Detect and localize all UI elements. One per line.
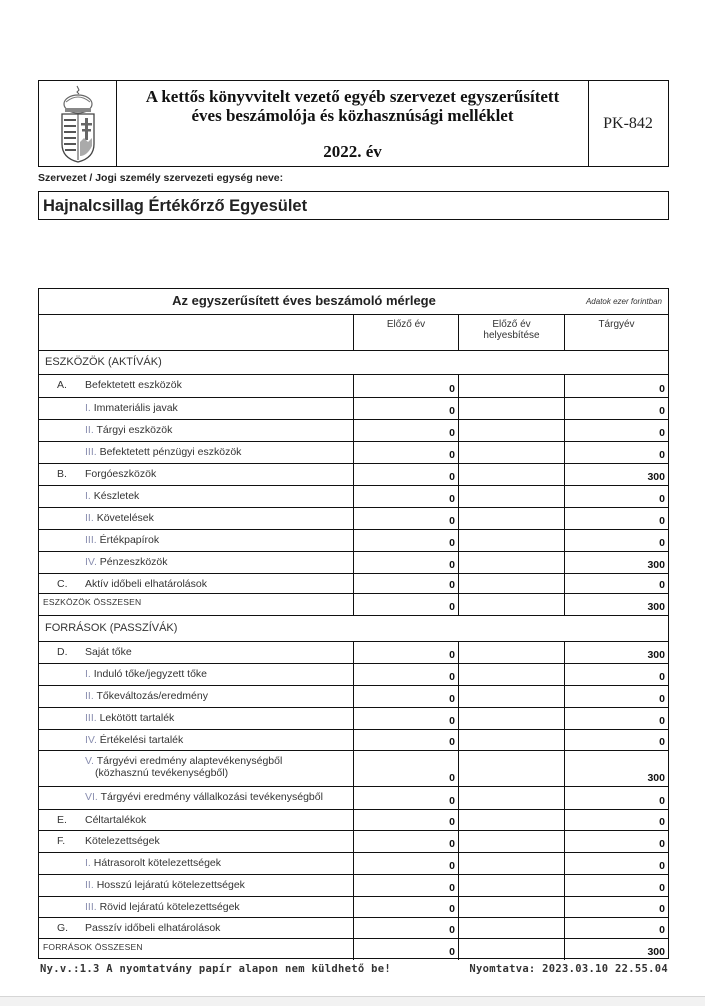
row-prev-year-value: 0 xyxy=(353,574,458,593)
footer-print-timestamp: Nyomtatva: 2023.03.10 22.55.04 xyxy=(469,963,668,975)
row-label: Kötelezettségek xyxy=(85,835,160,847)
row-label-cell xyxy=(39,486,353,507)
row-letter: A. xyxy=(57,379,67,391)
row-prev-year-value: 0 xyxy=(353,708,458,729)
liabilities-heading: FORRÁSOK (PASSZÍVÁK) xyxy=(45,622,178,634)
column-header-correction-line2: helyesbítése xyxy=(483,330,540,341)
row-label-group xyxy=(85,857,221,869)
row-correction-value xyxy=(458,831,564,852)
row-current-year-value: 300 xyxy=(564,642,668,663)
table-row xyxy=(39,875,668,897)
row-current-year-value: 0 xyxy=(564,810,668,830)
assets-total-curr: 300 xyxy=(564,594,668,615)
form-year: 2022. év xyxy=(323,142,382,161)
row-label-cell xyxy=(39,375,353,397)
table-row xyxy=(39,420,668,442)
form-header xyxy=(38,80,669,167)
row-label-group xyxy=(85,424,172,436)
title-line-2: éves beszámolója és közhasznúsági melléklet xyxy=(191,106,514,125)
row-label: Pénzeszközök xyxy=(99,556,168,568)
row-correction-value xyxy=(458,442,564,463)
row-label-cell xyxy=(39,642,353,663)
liabilities-total-curr: 300 xyxy=(564,939,668,960)
row-label: Tárgyi eszközök xyxy=(96,424,173,436)
column-header-row xyxy=(39,315,668,351)
assets-total-corr xyxy=(458,594,564,615)
row-current-year-value: 0 xyxy=(564,897,668,917)
row-label-cell xyxy=(39,420,353,441)
row-current-year-value: 0 xyxy=(564,918,668,938)
row-current-year-value: 0 xyxy=(564,530,668,551)
row-label-cell xyxy=(39,686,353,707)
row-roman-numeral: I. xyxy=(85,402,91,414)
row-label-cell xyxy=(39,918,353,938)
table-row xyxy=(39,574,668,594)
row-roman-numeral: I. xyxy=(85,857,91,869)
row-label-cell xyxy=(39,574,353,593)
row-label-group xyxy=(85,734,183,746)
row-current-year-value: 0 xyxy=(564,508,668,529)
row-label-cell xyxy=(39,530,353,551)
table-row xyxy=(39,853,668,875)
row-correction-value xyxy=(458,574,564,593)
row-correction-value xyxy=(458,398,564,419)
row-prev-year-value: 0 xyxy=(353,918,458,938)
row-label-cell xyxy=(39,442,353,463)
row-current-year-value: 0 xyxy=(564,574,668,593)
row-roman-numeral: III. xyxy=(85,901,97,913)
label-column-header xyxy=(39,315,353,350)
row-prev-year-value: 0 xyxy=(353,664,458,685)
row-correction-value xyxy=(458,686,564,707)
row-current-year-value: 0 xyxy=(564,375,668,397)
row-letter: E. xyxy=(57,814,67,826)
row-label-continuation: (közhasznú tevékenységből) xyxy=(95,767,229,779)
title-line-1: A kettős könyvvitelt vezető egyéb szervezet egyszerűsített xyxy=(145,87,560,106)
row-roman-numeral: IV. xyxy=(85,556,97,568)
table-row xyxy=(39,730,668,751)
row-current-year-value: 0 xyxy=(564,398,668,419)
unit-note: Adatok ezer forintban xyxy=(585,297,662,306)
row-current-year-value: 0 xyxy=(564,787,668,809)
row-roman-numeral: IV. xyxy=(85,734,97,746)
coat-of-arms-cell xyxy=(39,81,117,166)
row-prev-year-value: 0 xyxy=(353,486,458,507)
row-current-year-value: 0 xyxy=(564,442,668,463)
row-label: Aktív időbeli elhatárolások xyxy=(85,578,207,590)
row-label-cell xyxy=(39,398,353,419)
row-current-year-value: 0 xyxy=(564,664,668,685)
row-label-group xyxy=(85,512,154,524)
form-code: PK-842 xyxy=(603,114,653,132)
row-current-year-value: 300 xyxy=(564,552,668,573)
row-label-group xyxy=(85,791,323,803)
row-prev-year-value: 0 xyxy=(353,831,458,852)
row-label-cell xyxy=(39,853,353,874)
row-prev-year-value: 0 xyxy=(353,420,458,441)
row-label: Tárgyévi eredmény vállalkozási tevékenységből xyxy=(100,791,323,803)
row-label-cell xyxy=(39,508,353,529)
row-roman-numeral: I. xyxy=(85,668,91,680)
table-row xyxy=(39,442,668,464)
column-header-current-year: Tárgyév xyxy=(564,315,668,350)
row-label: Befektetett pénzügyi eszközök xyxy=(99,446,242,458)
row-label-group xyxy=(85,668,207,680)
row-label-cell xyxy=(39,787,353,809)
row-prev-year-value: 0 xyxy=(353,398,458,419)
row-roman-numeral: III. xyxy=(85,534,97,546)
row-letter: D. xyxy=(57,646,68,658)
row-label-group xyxy=(85,690,208,702)
column-header-prev-year: Előző év xyxy=(353,315,458,350)
footer-version-note: Ny.v.:1.3 A nyomtatvány papír alapon nem küldhető be! xyxy=(40,963,391,975)
assets-heading-row xyxy=(39,351,668,375)
table-row xyxy=(39,897,668,918)
row-correction-value xyxy=(458,751,564,786)
row-label-group xyxy=(85,755,282,779)
row-label: Forgóeszközök xyxy=(85,468,157,480)
table-row xyxy=(39,642,668,664)
row-label: Hosszú lejáratú kötelezettségek xyxy=(96,879,245,891)
row-correction-value xyxy=(458,664,564,685)
row-current-year-value: 300 xyxy=(564,751,668,786)
row-letter: C. xyxy=(57,578,68,590)
row-prev-year-value: 0 xyxy=(353,751,458,786)
row-label-cell xyxy=(39,708,353,729)
organization-label: Szervezet / Jogi személy szervezeti egység neve: xyxy=(38,172,284,184)
liabilities-total-corr xyxy=(458,939,564,960)
assets-heading: ESZKÖZÖK (AKTÍVÁK) xyxy=(45,356,162,368)
row-current-year-value: 0 xyxy=(564,420,668,441)
row-label-cell xyxy=(39,552,353,573)
row-prev-year-value: 0 xyxy=(353,686,458,707)
row-label-group xyxy=(85,446,241,458)
row-roman-numeral: II. xyxy=(85,690,94,702)
row-correction-value xyxy=(458,552,564,573)
row-roman-numeral: II. xyxy=(85,424,94,436)
row-roman-numeral: III. xyxy=(85,446,97,458)
table-row xyxy=(39,918,668,939)
row-prev-year-value: 0 xyxy=(353,897,458,917)
table-row xyxy=(39,552,668,574)
liabilities-total-prev: 0 xyxy=(353,939,458,960)
row-label: Tárgyévi eredmény alaptevékenységből xyxy=(96,755,283,767)
table-row xyxy=(39,831,668,853)
table-title: Az egyszerűsített éves beszámoló mérlege xyxy=(172,293,436,308)
table-row xyxy=(39,375,668,398)
row-current-year-value: 300 xyxy=(564,464,668,485)
row-prev-year-value: 0 xyxy=(353,552,458,573)
row-correction-value xyxy=(458,375,564,397)
row-correction-value xyxy=(458,853,564,874)
table-row xyxy=(39,810,668,831)
row-prev-year-value: 0 xyxy=(353,642,458,663)
hungarian-coat-of-arms-icon xyxy=(57,84,99,164)
row-label: Hátrasorolt kötelezettségek xyxy=(93,857,221,869)
table-row xyxy=(39,486,668,508)
row-label: Tőkeváltozás/eredmény xyxy=(96,690,208,702)
table-row xyxy=(39,708,668,730)
table-row xyxy=(39,787,668,810)
row-letter: F. xyxy=(57,835,66,847)
row-label: Értékelési tartalék xyxy=(99,734,184,746)
row-letter: G. xyxy=(57,922,69,934)
table-title-row xyxy=(39,289,668,315)
liabilities-total-row xyxy=(39,939,668,960)
row-label-group xyxy=(85,901,240,913)
column-header-prev-year-correction xyxy=(458,315,564,350)
row-current-year-value: 0 xyxy=(564,875,668,896)
row-label-cell xyxy=(39,730,353,750)
row-correction-value xyxy=(458,420,564,441)
assets-total-prev: 0 xyxy=(353,594,458,615)
form-title xyxy=(117,81,589,166)
row-prev-year-value: 0 xyxy=(353,810,458,830)
row-prev-year-value: 0 xyxy=(353,442,458,463)
table-row xyxy=(39,464,668,486)
row-correction-value xyxy=(458,730,564,750)
liabilities-heading-row xyxy=(39,616,668,642)
row-label: Lekötött tartalék xyxy=(99,712,175,724)
row-roman-numeral: VI. xyxy=(85,791,98,803)
row-current-year-value: 0 xyxy=(564,831,668,852)
liabilities-total-label: FORRÁSOK ÖSSZESEN xyxy=(43,942,143,952)
row-label-cell xyxy=(39,810,353,830)
row-prev-year-value: 0 xyxy=(353,875,458,896)
row-correction-value xyxy=(458,464,564,485)
row-correction-value xyxy=(458,875,564,896)
row-label: Értékpapírok xyxy=(99,534,160,546)
row-label-cell xyxy=(39,897,353,917)
table-row xyxy=(39,530,668,552)
row-prev-year-value: 0 xyxy=(353,787,458,809)
row-label: Követelések xyxy=(96,512,154,524)
row-label-cell xyxy=(39,664,353,685)
table-row xyxy=(39,398,668,420)
row-label-group xyxy=(85,490,139,502)
row-correction-value xyxy=(458,642,564,663)
row-label: Passzív időbeli elhatárolások xyxy=(85,922,221,934)
column-header-correction-line1: Előző év xyxy=(492,319,531,330)
row-current-year-value: 0 xyxy=(564,730,668,750)
row-label-cell xyxy=(39,464,353,485)
row-label-cell xyxy=(39,831,353,852)
row-prev-year-value: 0 xyxy=(353,730,458,750)
row-correction-value xyxy=(458,918,564,938)
row-roman-numeral: II. xyxy=(85,879,94,891)
row-roman-numeral: II. xyxy=(85,512,94,524)
row-prev-year-value: 0 xyxy=(353,530,458,551)
row-current-year-value: 0 xyxy=(564,686,668,707)
row-prev-year-value: 0 xyxy=(353,853,458,874)
organization-name: Hajnalcsillag Értékőrző Egyesület xyxy=(43,197,308,215)
assets-total-row xyxy=(39,594,668,616)
row-correction-value xyxy=(458,530,564,551)
row-label-group xyxy=(85,879,245,891)
row-label: Céltartalékok xyxy=(85,814,147,826)
row-label-group xyxy=(85,556,168,568)
row-label: Induló tőke/jegyzett tőke xyxy=(93,668,208,680)
row-label: Immateriális javak xyxy=(93,402,178,414)
table-row xyxy=(39,751,668,787)
row-correction-value xyxy=(458,810,564,830)
row-correction-value xyxy=(458,708,564,729)
row-current-year-value: 0 xyxy=(564,486,668,507)
table-row xyxy=(39,686,668,708)
row-correction-value xyxy=(458,486,564,507)
row-label-group xyxy=(85,712,174,724)
row-roman-numeral: I. xyxy=(85,490,91,502)
row-label-group xyxy=(85,534,159,546)
row-prev-year-value: 0 xyxy=(353,508,458,529)
row-current-year-value: 0 xyxy=(564,708,668,729)
row-correction-value xyxy=(458,787,564,809)
row-roman-numeral: III. xyxy=(85,712,97,724)
row-prev-year-value: 0 xyxy=(353,464,458,485)
row-label-group xyxy=(85,402,178,414)
row-current-year-value: 0 xyxy=(564,853,668,874)
row-correction-value xyxy=(458,508,564,529)
row-label-cell xyxy=(39,751,353,786)
row-correction-value xyxy=(458,897,564,917)
row-label: Befektetett eszközök xyxy=(85,379,182,391)
balance-sheet-table xyxy=(38,288,669,959)
row-label: Rövid lejáratú kötelezettségek xyxy=(99,901,240,913)
table-row xyxy=(39,664,668,686)
row-label: Készletek xyxy=(93,490,140,502)
table-row xyxy=(39,508,668,530)
row-roman-numeral: V. xyxy=(85,755,94,767)
assets-total-label: ESZKÖZÖK ÖSSZESEN xyxy=(43,597,142,607)
viewer-bottom-bar xyxy=(0,996,705,1006)
row-prev-year-value: 0 xyxy=(353,375,458,397)
organization-name-box xyxy=(38,191,669,220)
row-label: Saját tőke xyxy=(85,646,132,658)
row-label-cell xyxy=(39,875,353,896)
row-letter: B. xyxy=(57,468,67,480)
